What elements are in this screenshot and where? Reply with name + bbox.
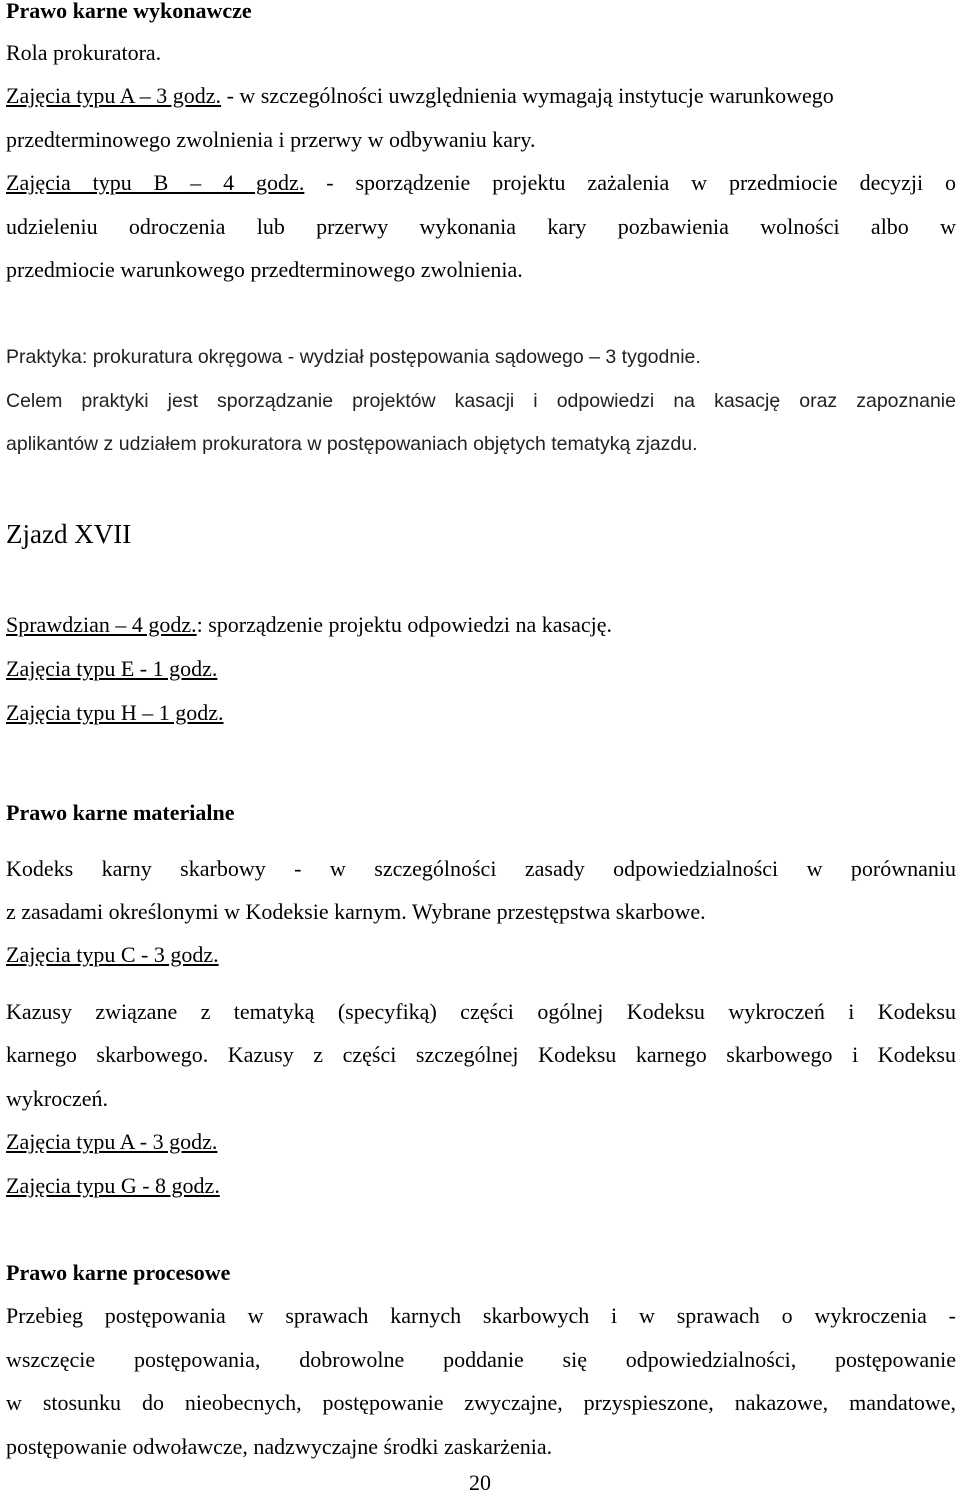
- kazusy-text-2: karnego skarbowego. Kazusy z części szczególnej Kodeksu karnego skarbowego i Kodeksu: [6, 1042, 956, 1067]
- procesowe-text-4: postępowanie odwoławcze, nadzwyczajne środki zaskarżenia.: [6, 1434, 553, 1459]
- class-a-label: Zajęcia typu A – 3 godz.: [6, 83, 222, 108]
- materialne-text-1: Kodeks karny skarbowy - w szczególności zasady odpowiedzialności w porównaniu: [6, 856, 956, 881]
- heading-zjazd: Zjazd XVII: [6, 519, 132, 549]
- materialne-text-2: z zasadami określonymi w Kodeksie karnym. Wybrane przestępstwa skarbowe.: [6, 899, 706, 924]
- heading-wykonawcze: Prawo karne wykonawcze: [6, 0, 252, 23]
- class-h: Zajęcia typu H – 1 godz.: [6, 700, 224, 725]
- procesowe-text-2: wszczęcie postępowania, dobrowolne poddanie się odpowiedzialności, postępowanie: [6, 1347, 956, 1372]
- class-b-text-3: przedmiocie warunkowego przedterminowego zwolnienia.: [6, 257, 523, 282]
- procesowe-text-1: Przebieg postępowania w sprawach karnych skarbowych i w sprawach o wykroczenia -: [6, 1303, 956, 1328]
- class-c: Zajęcia typu C - 3 godz.: [6, 942, 219, 967]
- class-b-line: [6, 170, 956, 196]
- class-b-label: Zajęcia typu B – 4 godz.: [6, 170, 305, 195]
- class-a-line: [6, 83, 956, 109]
- heading-procesowe: Prawo karne procesowe: [6, 1260, 231, 1285]
- kazusy-text-3: wykroczeń.: [6, 1086, 109, 1111]
- test-label: Sprawdzian – 4 godz.: [6, 612, 197, 637]
- class-a-text-2: przedterminowego zwolnienia i przerwy w odbywaniu kary.: [6, 127, 536, 152]
- practice-desc-1: Celem praktyki jest sporządzanie projektów kasacji i odpowiedzi na kasację oraz zapoznanie: [6, 390, 956, 412]
- practice-desc-2: aplikantów z udziałem prokuratora w postępowaniach objętych tematyką zjazdu.: [6, 433, 698, 455]
- class-a-text: - w szczególności uwzględnienia wymagają instytucje warunkowego: [221, 83, 834, 108]
- test-text: : sporządzenie projektu odpowiedzi na kasację.: [196, 612, 613, 637]
- practice-text: prokuratura okręgowa - wydział postępowania sądowego – 3 tygodnie.: [87, 346, 701, 368]
- class-a-materialne: Zajęcia typu A - 3 godz.: [6, 1129, 218, 1154]
- class-e: Zajęcia typu E - 1 godz.: [6, 656, 218, 681]
- practice-label: Praktyka:: [6, 346, 88, 368]
- practice-line: [6, 344, 956, 370]
- kazusy-text-1: Kazusy związane z tematyką (specyfiką) części ogólnej Kodeksu wykroczeń i Kodeksu: [6, 999, 956, 1024]
- class-g: Zajęcia typu G - 8 godz.: [6, 1173, 220, 1198]
- test-line: [6, 612, 956, 638]
- topic-text: Rola prokuratora.: [6, 40, 162, 65]
- class-b-text-2: udzieleniu odroczenia lub przerwy wykonania kary pozbawienia wolności albo w: [6, 214, 956, 239]
- class-b-text: - sporządzenie projektu zażalenia w przedmiocie decyzji o: [304, 170, 957, 195]
- heading-materialne: Prawo karne materialne: [6, 800, 235, 825]
- procesowe-text-3: w stosunku do nieobecnych, postępowanie zwyczajne, przyspieszone, nakazowe, mandatowe,: [6, 1390, 956, 1415]
- page-number: 20: [469, 1470, 491, 1495]
